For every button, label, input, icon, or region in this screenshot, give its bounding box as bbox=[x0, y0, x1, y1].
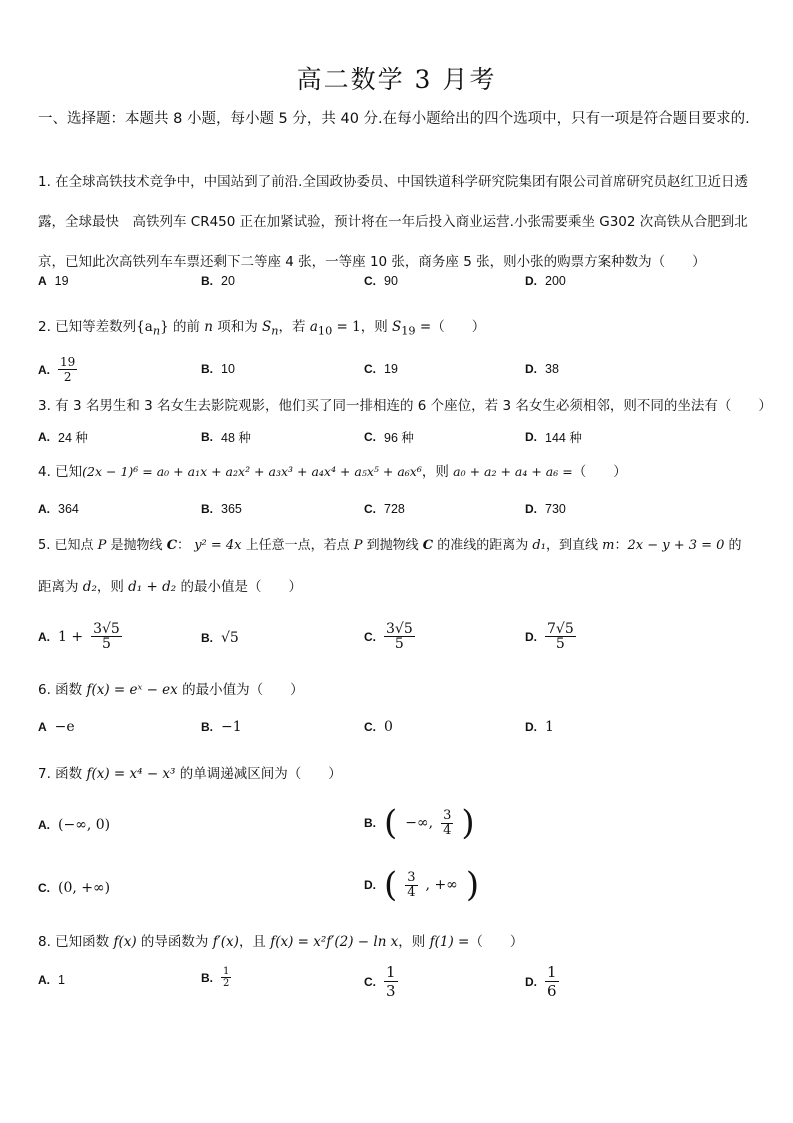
text-span: 1 bbox=[386, 963, 396, 981]
text-span: 2x − y + 3 = 0 bbox=[627, 538, 725, 553]
q8-option-d bbox=[525, 963, 559, 1000]
text-span: 3 bbox=[443, 807, 452, 823]
text-span: 1 bbox=[223, 966, 230, 977]
text-span: 19 bbox=[54, 274, 69, 288]
text-span: 364 bbox=[58, 502, 79, 516]
q3-option-a bbox=[38, 428, 88, 446]
text-span: D. bbox=[525, 502, 537, 516]
question-5-line-1 bbox=[38, 536, 768, 556]
text-span: A. bbox=[38, 973, 50, 987]
text-span: √5 bbox=[221, 630, 239, 646]
q6-option-c bbox=[364, 719, 393, 735]
text-span: P bbox=[97, 538, 107, 553]
question-8 bbox=[38, 932, 768, 952]
text-span: 5. 已知点 bbox=[38, 538, 98, 553]
text-span: ，若 bbox=[278, 319, 310, 335]
text-span: 200 bbox=[545, 274, 566, 288]
text-span: =（ ） bbox=[415, 319, 486, 335]
text-span: 365 bbox=[221, 502, 242, 516]
text-span: 到抛物线 bbox=[362, 538, 423, 553]
text-span: C. bbox=[364, 720, 376, 734]
text-span: ，则 bbox=[360, 319, 393, 335]
q6-option-b bbox=[201, 719, 242, 735]
text-span: A. bbox=[38, 430, 50, 444]
question-6 bbox=[38, 680, 768, 700]
text-span: {a bbox=[136, 319, 153, 335]
text-span: （ ） bbox=[572, 464, 627, 480]
q8-option-a bbox=[38, 973, 65, 987]
text-span: C bbox=[422, 538, 434, 553]
text-span: C. bbox=[364, 502, 376, 516]
expansion-equation: (2x − 1)⁶ = a₀ + a₁x + a₂x² + a₃x³ + a₄x⁴ + a₅x⁵ + a₆x⁶ bbox=[82, 464, 422, 479]
text-span: 4 bbox=[443, 822, 452, 838]
q3-option-b bbox=[201, 428, 251, 446]
text-span: 4. 已知 bbox=[38, 464, 83, 480]
text-span: B. bbox=[201, 502, 213, 516]
fraction bbox=[384, 963, 398, 1000]
option-label: A bbox=[38, 274, 47, 288]
text-span: 的最小值为（ ） bbox=[177, 682, 304, 698]
text-span: 项和为 bbox=[212, 319, 263, 335]
q2-option-d bbox=[525, 362, 559, 376]
text-span: 3 bbox=[386, 982, 396, 1000]
text-span: a bbox=[309, 319, 318, 335]
text-span: D. bbox=[525, 629, 537, 644]
text-span: 7. 函数 bbox=[38, 766, 87, 782]
q8-option-c bbox=[364, 963, 398, 1000]
q7-option-b bbox=[364, 803, 475, 843]
q1-option-b bbox=[201, 274, 235, 288]
text-span: a₀ + a₂ + a₄ + a₆ = bbox=[453, 464, 573, 479]
fraction bbox=[545, 622, 576, 651]
text-span: C. bbox=[364, 629, 376, 644]
q1-option-d bbox=[525, 274, 566, 288]
text-span: 3 bbox=[407, 869, 416, 885]
text-span: 3√5 bbox=[386, 621, 413, 637]
text-span: 1 + bbox=[58, 628, 84, 645]
text-span: D. bbox=[525, 362, 537, 376]
question-5-line-2 bbox=[38, 577, 768, 597]
text-span: 6 bbox=[547, 982, 557, 1000]
text-span: 的 bbox=[724, 538, 742, 553]
q4-option-a bbox=[38, 502, 79, 516]
text-span: } bbox=[160, 319, 169, 335]
text-span: 10 bbox=[317, 324, 333, 338]
text-span: 19 bbox=[60, 355, 76, 369]
text-span: 38 bbox=[545, 362, 559, 376]
text-span: 8. 已知函数 bbox=[38, 934, 114, 950]
text-span: 20 bbox=[221, 274, 235, 288]
text-span: D. bbox=[525, 720, 537, 734]
text-span: A. bbox=[38, 629, 50, 644]
q5-option-b bbox=[201, 630, 239, 646]
text-span: 1 bbox=[545, 719, 554, 735]
question-2 bbox=[38, 317, 768, 342]
text-span: −1 bbox=[221, 719, 242, 735]
text-span: 上任意一点，若点 bbox=[241, 538, 354, 553]
text-span: (0, +∞) bbox=[58, 880, 111, 896]
text-span: m bbox=[602, 538, 615, 553]
text-span: n bbox=[271, 324, 279, 338]
text-span: d₁ bbox=[532, 538, 546, 553]
text-span: f(1) = bbox=[429, 934, 470, 950]
text-span: f(x) = x⁴ − x³ bbox=[86, 766, 176, 782]
text-span: 5 bbox=[555, 636, 565, 652]
text-span: 4 bbox=[407, 884, 416, 900]
text-span: ，到直线 bbox=[545, 538, 603, 553]
q7-option-c bbox=[38, 880, 110, 896]
text-span: 0 bbox=[384, 719, 393, 735]
q6-option-a bbox=[38, 719, 75, 735]
text-span: n bbox=[152, 324, 161, 338]
text-span: 6. 函数 bbox=[38, 682, 87, 698]
text-span: 的导函数为 bbox=[136, 934, 213, 950]
q1-option-c bbox=[364, 274, 398, 288]
text-span: B. bbox=[364, 816, 376, 830]
text-span: （ ） bbox=[469, 934, 524, 950]
text-span: d₁ + d₂ bbox=[128, 579, 177, 595]
question-1: 1. 在全球高铁技术竞争中，中国站到了前沿.全国政协委员、中国铁道科学研究院集团有限公司首席研究员赵红卫近日透露，全球最快 高铁列车 CR450 正在加紧试验，预计将在一年后投入商业运营.小张需要乘坐 G302 次高铁从合肥到北京，已知此次高铁列车车票还剩下二等座 4 张，一等座 10 张，商务座 5 张，则小张的购票方案种数为（ ） bbox=[38, 174, 748, 270]
text-span: D. bbox=[525, 430, 537, 444]
text-span: 10 bbox=[221, 362, 235, 376]
text-span: 90 bbox=[384, 274, 398, 288]
q8-option-b bbox=[201, 966, 231, 989]
parenthesis: ) bbox=[465, 865, 480, 905]
text-span: 48 种 bbox=[221, 431, 251, 445]
text-span: 5 bbox=[102, 636, 111, 652]
text-span: B. bbox=[201, 430, 213, 444]
text-span: 1 bbox=[58, 973, 65, 987]
q2-option-a bbox=[38, 355, 77, 384]
text-span: n bbox=[204, 319, 213, 335]
q7-option-d bbox=[364, 865, 480, 905]
text-span: A. bbox=[38, 818, 50, 832]
text-span: C. bbox=[38, 881, 50, 895]
parenthesis: ( bbox=[384, 803, 398, 843]
text-span: ，则 bbox=[398, 934, 430, 950]
text-span: ，则 bbox=[96, 579, 129, 595]
text-span: y² = 4x bbox=[194, 538, 242, 553]
text-span: 2 bbox=[223, 978, 230, 989]
q4-option-c bbox=[364, 502, 405, 516]
fraction bbox=[91, 622, 122, 651]
parenthesis: ( bbox=[384, 865, 398, 905]
text-span: 距离为 bbox=[38, 579, 83, 595]
text-span: 728 bbox=[384, 502, 405, 516]
text-span: B. bbox=[201, 970, 213, 985]
text-span: S bbox=[392, 319, 402, 335]
text-span: 3√5 bbox=[93, 621, 120, 637]
q3-option-c bbox=[364, 428, 414, 446]
page-title: 高二数学 3 月考 bbox=[296, 65, 497, 94]
text-span: B. bbox=[201, 362, 213, 376]
q1-option-a bbox=[38, 274, 69, 288]
fraction bbox=[441, 809, 453, 838]
text-span: 7√5 bbox=[547, 621, 574, 637]
q7-option-a bbox=[38, 817, 110, 833]
text-span: 730 bbox=[545, 502, 566, 516]
text-span: (−∞, 0) bbox=[58, 817, 111, 833]
text-span: 24 种 bbox=[58, 431, 88, 445]
text-span: 19 bbox=[401, 324, 416, 338]
text-span: f′(x) bbox=[212, 934, 239, 950]
text-span: 96 种 bbox=[384, 431, 414, 445]
text-span: ，且 bbox=[238, 934, 271, 950]
text-span: A. bbox=[38, 502, 50, 516]
text-span: C bbox=[166, 538, 178, 553]
fraction bbox=[221, 966, 231, 989]
text-span: ： bbox=[614, 538, 628, 553]
text-span: −e bbox=[54, 719, 75, 735]
text-span: 144 种 bbox=[545, 431, 582, 445]
text-span: f(x) = x²f′(2) − ln x bbox=[270, 934, 399, 950]
parenthesis: ) bbox=[461, 803, 475, 843]
text-span: 5 bbox=[394, 636, 404, 652]
q4-option-b bbox=[201, 502, 242, 516]
text-span: C. bbox=[364, 974, 376, 989]
text-span: ，则 bbox=[421, 464, 454, 480]
fraction bbox=[384, 622, 415, 651]
q5-option-d bbox=[525, 622, 576, 651]
text-span: ： bbox=[177, 538, 195, 553]
text-span: C. bbox=[364, 430, 376, 444]
text-span: B. bbox=[201, 720, 213, 734]
q3-option-d bbox=[525, 428, 582, 446]
q5-option-a bbox=[38, 622, 122, 651]
text-span: D. bbox=[364, 878, 376, 892]
question-7 bbox=[38, 764, 768, 784]
text-span: A. bbox=[38, 362, 50, 377]
text-span: f(x) = eˣ − ex bbox=[86, 682, 178, 698]
text-span: S bbox=[262, 319, 272, 335]
text-span: 的单调递减区间为（ ） bbox=[175, 766, 342, 782]
text-span: P bbox=[353, 538, 363, 553]
text-span: 的最小值是（ ） bbox=[176, 579, 302, 595]
fraction bbox=[58, 355, 77, 384]
text-span: D. bbox=[525, 274, 537, 288]
text-span: C. bbox=[364, 274, 376, 288]
fraction bbox=[545, 963, 559, 1000]
text-span: f(x) bbox=[113, 934, 137, 950]
text-span: = 1 bbox=[332, 319, 361, 335]
text-span: D. bbox=[525, 974, 537, 989]
section-heading: 一、选择题：本题共 8 小题，每小题 5 分，共 40 分.在每小题给出的四个选项中，只有一项是符合题目要求的. bbox=[38, 111, 750, 127]
text-span: B. bbox=[201, 631, 213, 645]
q2-option-c bbox=[364, 362, 398, 376]
text-span: 的准线的距离为 bbox=[433, 538, 533, 553]
text-span: , +∞ bbox=[425, 877, 458, 893]
text-span: d₂ bbox=[82, 579, 97, 595]
text-span: C. bbox=[364, 362, 376, 376]
text-span: A bbox=[38, 720, 47, 734]
question-4 bbox=[38, 462, 768, 482]
text-span: −∞, bbox=[405, 815, 434, 831]
text-span: B. bbox=[201, 274, 213, 288]
q6-option-d bbox=[525, 719, 554, 735]
text-span: 2 bbox=[63, 370, 72, 384]
fraction bbox=[405, 871, 417, 900]
question-3: 3. 有 3 名男生和 3 名女生去影院观影，他们买了同一排相连的 6 个座位，若 3 名女生必须相邻，则不同的坐法有（ ） bbox=[38, 398, 772, 414]
text-span: 1 bbox=[547, 963, 557, 981]
q2-option-b bbox=[201, 362, 235, 376]
text-span: 2. 已知等差数列 bbox=[38, 319, 137, 335]
q4-option-d bbox=[525, 502, 566, 516]
q5-option-c bbox=[364, 622, 415, 651]
text-span: 的前 bbox=[168, 319, 205, 335]
text-span: 是抛物线 bbox=[106, 538, 167, 553]
text-span: 19 bbox=[384, 362, 398, 376]
